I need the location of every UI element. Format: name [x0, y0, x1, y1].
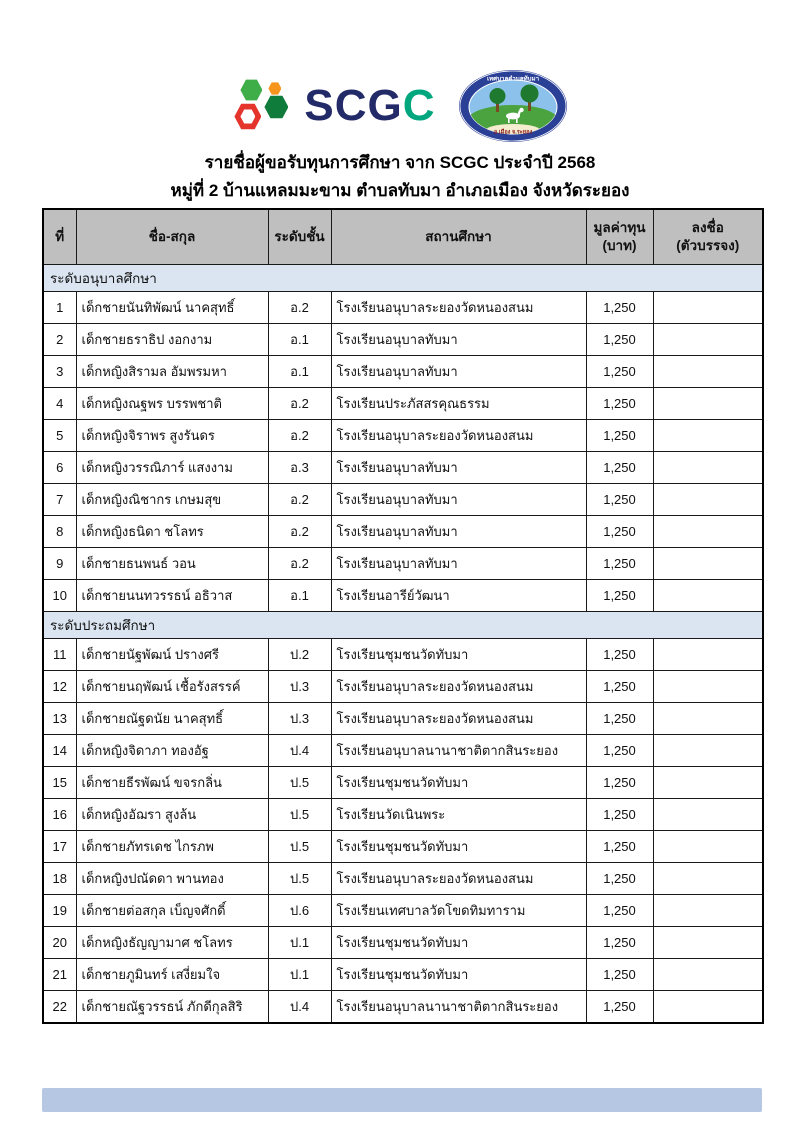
cell-school: โรงเรียนชุมชนวัดทับมา	[331, 927, 586, 959]
section-title: ระดับอนุบาลศึกษา	[43, 265, 763, 292]
cell-no: 2	[43, 324, 76, 356]
cell-signature	[653, 516, 763, 548]
cell-no: 5	[43, 420, 76, 452]
scgc-logo	[232, 78, 435, 134]
cell-grade: ป.1	[268, 959, 331, 991]
col-header-amount-line1: มูลค่าทุน	[593, 219, 646, 235]
cell-school: โรงเรียนอนุบาลระยองวัดหนองสนม	[331, 671, 586, 703]
cell-signature	[653, 831, 763, 863]
scgc-hexagon-mark-icon	[232, 78, 294, 134]
cell-signature	[653, 767, 763, 799]
cell-grade: ป.6	[268, 895, 331, 927]
table-row	[43, 703, 763, 735]
table-row	[43, 484, 763, 516]
cell-signature	[653, 580, 763, 612]
cell-amount: 1,250	[586, 991, 653, 1024]
cell-grade: ป.5	[268, 767, 331, 799]
scgc-wordmark-accent: C	[402, 81, 436, 130]
cell-school: โรงเรียนชุมชนวัดทับมา	[331, 767, 586, 799]
cell-no: 1	[43, 292, 76, 324]
cell-amount: 1,250	[586, 292, 653, 324]
table-row	[43, 895, 763, 927]
cell-name: เด็กชายนนทวรรธน์ อธิวาส	[76, 580, 268, 612]
cell-grade: อ.3	[268, 452, 331, 484]
cell-school: โรงเรียนชุมชนวัดทับมา	[331, 639, 586, 671]
cell-grade: อ.2	[268, 420, 331, 452]
cell-grade: ป.2	[268, 639, 331, 671]
table-row	[43, 356, 763, 388]
col-header-name: ชื่อ-สกุล	[76, 209, 268, 265]
scholarship-table	[42, 208, 764, 1024]
cell-name: เด็กชายธีรพัฒน์ ขจรกลิ่น	[76, 767, 268, 799]
cell-amount: 1,250	[586, 388, 653, 420]
cell-signature	[653, 927, 763, 959]
cell-grade: อ.1	[268, 580, 331, 612]
cell-amount: 1,250	[586, 895, 653, 927]
section-title: ระดับประถมศึกษา	[43, 612, 763, 639]
cell-signature	[653, 863, 763, 895]
col-header-grade: ระดับชั้น	[268, 209, 331, 265]
table-row	[43, 324, 763, 356]
cell-no: 3	[43, 356, 76, 388]
cell-name: เด็กชายธนพนธ์ วอน	[76, 548, 268, 580]
cell-signature	[653, 388, 763, 420]
cell-grade: ป.4	[268, 991, 331, 1024]
cell-grade: อ.2	[268, 516, 331, 548]
cell-name: เด็กหญิงจิราพร สูงรันดร	[76, 420, 268, 452]
cell-name: เด็กชายนันทิพัฒน์ นาคสุทธิ์	[76, 292, 268, 324]
table-body	[43, 265, 763, 1024]
cell-school: โรงเรียนอนุบาลระยองวัดหนองสนม	[331, 292, 586, 324]
seal-top-text: เทศบาลตำบลทับมา	[486, 75, 539, 83]
cell-signature	[653, 292, 763, 324]
cell-no: 14	[43, 735, 76, 767]
cell-name: เด็กหญิงณฐพร บรรพชาติ	[76, 388, 268, 420]
cell-name: เด็กชายภูมินทร์ เสงี่ยมใจ	[76, 959, 268, 991]
cell-no: 11	[43, 639, 76, 671]
col-header-amount	[586, 209, 653, 265]
section-header-row	[43, 265, 763, 292]
cell-signature	[653, 548, 763, 580]
cell-grade: อ.2	[268, 388, 331, 420]
cell-no: 21	[43, 959, 76, 991]
col-header-school: สถานศึกษา	[331, 209, 586, 265]
cell-amount: 1,250	[586, 420, 653, 452]
cell-signature	[653, 991, 763, 1024]
col-header-amount-line2: (บาท)	[602, 238, 637, 253]
cell-grade: ป.5	[268, 863, 331, 895]
table-row	[43, 452, 763, 484]
table-row	[43, 292, 763, 324]
table-row	[43, 580, 763, 612]
cell-signature	[653, 420, 763, 452]
cell-grade: ป.3	[268, 703, 331, 735]
cell-name: เด็กหญิงปณัดดา พานทอง	[76, 863, 268, 895]
cell-name: เด็กชายณัฐดนัย นาคสุทธิ์	[76, 703, 268, 735]
table-row	[43, 959, 763, 991]
orange-hexagon-icon	[268, 82, 281, 95]
cell-school: โรงเรียนชุมชนวัดทับมา	[331, 831, 586, 863]
cell-name: เด็กชายนัฐพัฒน์ ปรางศรี	[76, 639, 268, 671]
cell-grade: ป.5	[268, 799, 331, 831]
cell-no: 22	[43, 991, 76, 1024]
cell-no: 6	[43, 452, 76, 484]
cell-school: โรงเรียนอนุบาลทับมา	[331, 356, 586, 388]
cell-amount: 1,250	[586, 799, 653, 831]
cell-no: 4	[43, 388, 76, 420]
cell-signature	[653, 671, 763, 703]
cell-school: โรงเรียนอารีย์วัฒนา	[331, 580, 586, 612]
cell-name: เด็กหญิงธัญญามาศ ชโลทร	[76, 927, 268, 959]
cell-no: 7	[43, 484, 76, 516]
cell-amount: 1,250	[586, 516, 653, 548]
cell-amount: 1,250	[586, 452, 653, 484]
scgc-wordmark	[304, 81, 436, 130]
tubma-municipality-seal	[458, 69, 568, 143]
cell-no: 19	[43, 895, 76, 927]
cell-name: เด็กชายภัทรเดช ไกรภพ	[76, 831, 268, 863]
table-row	[43, 799, 763, 831]
cell-no: 13	[43, 703, 76, 735]
table-row	[43, 516, 763, 548]
cell-signature	[653, 356, 763, 388]
cell-signature	[653, 735, 763, 767]
table-row	[43, 639, 763, 671]
cell-amount: 1,250	[586, 548, 653, 580]
dark-green-hexagon-icon	[264, 95, 288, 119]
cell-school: โรงเรียนอนุบาลทับมา	[331, 516, 586, 548]
cell-name: เด็กหญิงสิรามล อัมพรมหา	[76, 356, 268, 388]
table-header	[43, 209, 763, 265]
cell-school: โรงเรียนอนุบาลนานาชาติตากสินระยอง	[331, 991, 586, 1024]
cell-grade: ป.4	[268, 735, 331, 767]
cell-signature	[653, 639, 763, 671]
cell-name: เด็กชายณัฐวรรธน์ ภักดีกุลสิริ	[76, 991, 268, 1024]
cell-grade: อ.2	[268, 484, 331, 516]
table-row	[43, 388, 763, 420]
cell-grade: ป.5	[268, 831, 331, 863]
table-row	[43, 548, 763, 580]
seal-bottom-text: อ.เมือง จ.ระยอง	[493, 129, 532, 136]
cell-name: เด็กชายธราธิป งอกงาม	[76, 324, 268, 356]
cell-grade: อ.2	[268, 548, 331, 580]
cell-school: โรงเรียนเทศบาลวัดโขดทิมทาราม	[331, 895, 586, 927]
cell-school: โรงเรียนอนุบาลทับมา	[331, 324, 586, 356]
logo-row	[0, 68, 800, 144]
cell-no: 15	[43, 767, 76, 799]
cell-signature	[653, 703, 763, 735]
table-row	[43, 991, 763, 1024]
table-row	[43, 420, 763, 452]
cell-school: โรงเรียนอนุบาลทับมา	[331, 452, 586, 484]
cell-no: 17	[43, 831, 76, 863]
green-hexagon-icon	[240, 79, 262, 101]
table-header-row	[43, 209, 763, 265]
cell-grade: อ.1	[268, 356, 331, 388]
cell-no: 18	[43, 863, 76, 895]
cell-no: 20	[43, 927, 76, 959]
cell-amount: 1,250	[586, 671, 653, 703]
page-title-line2: หมู่ที่ 2 บ้านแหลมมะขาม ตำบลทับมา อำเภอเมือง จังหวัดระยอง	[170, 181, 630, 200]
cell-signature	[653, 799, 763, 831]
cell-amount: 1,250	[586, 767, 653, 799]
cell-amount: 1,250	[586, 863, 653, 895]
cell-amount: 1,250	[586, 324, 653, 356]
red-hexagon-icon	[234, 103, 261, 130]
cell-school: โรงเรียนอนุบาลระยองวัดหนองสนม	[331, 863, 586, 895]
col-header-no: ที่	[43, 209, 76, 265]
cell-amount: 1,250	[586, 831, 653, 863]
cell-signature	[653, 959, 763, 991]
cell-amount: 1,250	[586, 639, 653, 671]
cell-school: โรงเรียนอนุบาลระยองวัดหนองสนม	[331, 420, 586, 452]
cell-signature	[653, 484, 763, 516]
table-row	[43, 831, 763, 863]
table-row	[43, 863, 763, 895]
cell-grade: อ.1	[268, 324, 331, 356]
cell-no: 9	[43, 548, 76, 580]
cell-grade: ป.1	[268, 927, 331, 959]
cell-no: 8	[43, 516, 76, 548]
cell-name: เด็กหญิงณิชากร เกษมสุข	[76, 484, 268, 516]
cell-name: เด็กหญิงจิดาภา ทองอัฐ	[76, 735, 268, 767]
cell-no: 16	[43, 799, 76, 831]
cell-school: โรงเรียนอนุบาลระยองวัดหนองสนม	[331, 703, 586, 735]
bottom-section-band	[42, 1088, 762, 1112]
cell-amount: 1,250	[586, 927, 653, 959]
cell-amount: 1,250	[586, 703, 653, 735]
cell-name: เด็กชายนฤพัฒน์ เชื้อรังสรรค์	[76, 671, 268, 703]
cell-amount: 1,250	[586, 484, 653, 516]
cell-signature	[653, 895, 763, 927]
table-row	[43, 735, 763, 767]
cell-school: โรงเรียนอนุบาลนานาชาติตากสินระยอง	[331, 735, 586, 767]
table-row	[43, 927, 763, 959]
cell-amount: 1,250	[586, 580, 653, 612]
cell-signature	[653, 452, 763, 484]
cell-school: โรงเรียนประภัสสรคุณธรรม	[331, 388, 586, 420]
cell-name: เด็กชายต่อสกุล เบ็ญจศักดิ์	[76, 895, 268, 927]
cell-school: โรงเรียนอนุบาลทับมา	[331, 484, 586, 516]
cell-no: 12	[43, 671, 76, 703]
cell-name: เด็กหญิงวรรณิภาร์ แสงงาม	[76, 452, 268, 484]
scgc-wordmark-primary: SCG	[304, 81, 403, 130]
cell-name: เด็กหญิงอัฌรา สูงล้น	[76, 799, 268, 831]
page-title-line1: รายชื่อผู้ขอรับทุนการศึกษา จาก SCGC ประจำปี 2568	[204, 153, 596, 172]
cell-no: 10	[43, 580, 76, 612]
cell-school: โรงเรียนวัดเนินพระ	[331, 799, 586, 831]
section-header-row	[43, 612, 763, 639]
cell-school: โรงเรียนชุมชนวัดทับมา	[331, 959, 586, 991]
col-header-signature	[653, 209, 763, 265]
col-header-signature-line1: ลงชื่อ	[691, 219, 724, 235]
cell-grade: ป.3	[268, 671, 331, 703]
cell-amount: 1,250	[586, 959, 653, 991]
cell-grade: อ.2	[268, 292, 331, 324]
table-row	[43, 671, 763, 703]
cell-name: เด็กหญิงธนิดา ชโลทร	[76, 516, 268, 548]
col-header-signature-line2: (ตัวบรรจง)	[676, 238, 740, 253]
cell-amount: 1,250	[586, 735, 653, 767]
table-row	[43, 767, 763, 799]
cell-signature	[653, 324, 763, 356]
cell-school: โรงเรียนอนุบาลทับมา	[331, 548, 586, 580]
cell-amount: 1,250	[586, 356, 653, 388]
